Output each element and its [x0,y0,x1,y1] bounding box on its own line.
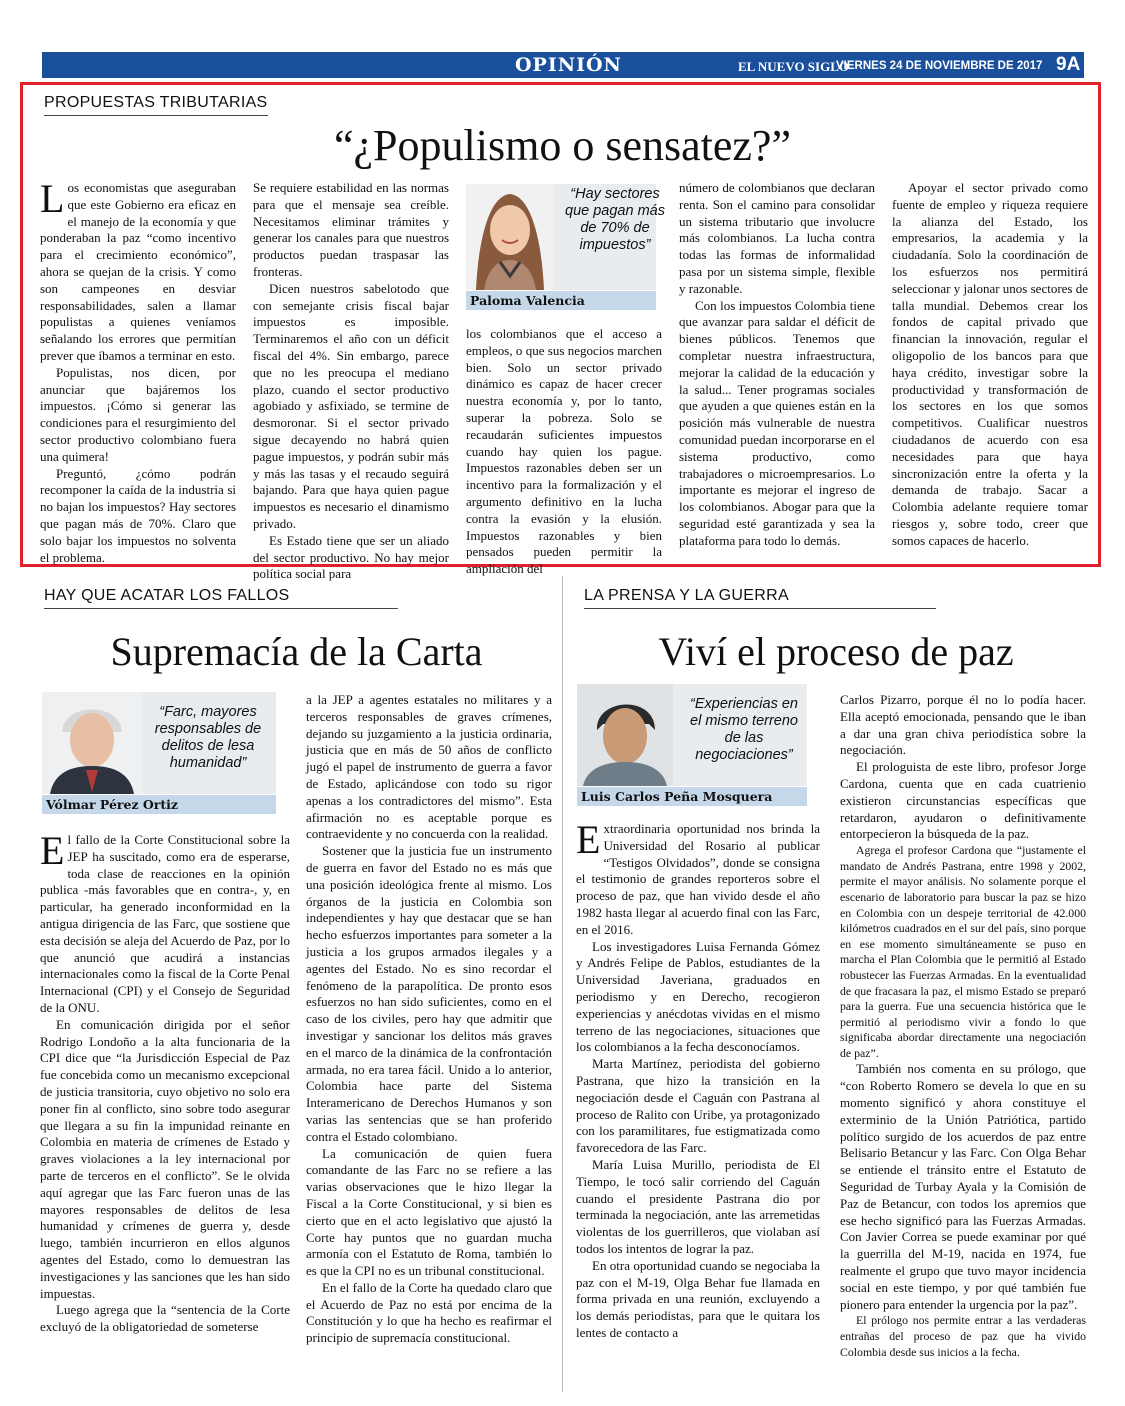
pull-quote: “Farc, mayores responsables de delitos de lesa humanidad” [154,704,262,771]
article2-column-2 [306,692,552,1347]
article2-paragraph: Sostener que la justicia fue un instrumento de guerra en favor del Estado no es más que una posición ideológica frente al mismo. Los órganos de la justicia en Colombia son independientes y hay que destacar que se han hecho esfuerzos importantes para someter a la justicia a los grupos armados ilegales y a agentes del Estado. No es sino recordar el fenómeno de la parapolítica. De pronto esos esfuerzos no han sido suficientes, como en el caso de los civiles, pero hay que admitir que investigar y sancionar los delitos más graves en el marco de la dinámica de la confrontación armada, no era tarea fácil. Unido a lo anterior, Colombia hace parte del Sistema Interamericano de Derechos Humanos y son varias las sentencias que se han proferido contra el Estado colombiano. [306,843,552,1144]
article1-column-1 [40,176,236,566]
portrait-illustration [466,184,554,290]
drop-cap: E [576,817,601,862]
article1-column-2 [253,180,449,583]
article2-column-1 [40,828,290,1336]
article3-paragraph: Agrega el profesor Cardona que “justamente el mandato de Andrés Pastrana, entre 1998 y 2002, permite el mayor análisis. No solamente porque el escenario de laboratorio para buscar la paz se hizo en Colombia con un despeje territorial de 42.000 kilómetros cuadrados en el sur del país, sino porque en ese momento simultáneamente se puso en marcha el Plan Colombia que le permitió al Estado robustecer las Fuerzas Armadas. En la eventualidad de que fracasara la paz, el mismo Estado se preparó para la guerra. Fue una secuencia histórica que le permitió al periodismo vivir a fondo lo que significaba abordar directamente una negociación de paz”. [840,843,1086,1060]
article1-kicker: PROPUESTAS TRIBUTARIAS [44,94,268,116]
article1-paragraph: número de colombianos que declaran renta. Son el camino para consolidar un sistema tributario que involucre más colombianos. La lucha contra todas las formas de informalidad pasa por un sistema simple, flexible y razonable. [679,180,875,296]
column-divider [562,576,563,1392]
pull-quote: “Hay sectores que pagan más de 70% de impuestos” [565,186,665,253]
article3-paragraph: Marta Martínez, periodista del gobierno Pastrana, que hizo la transición en la negociación desde el Caguán con Pastrana al proceso de Ralito con Uribe, ya protagonizado con los paramilitares, fue estigmatizada como favorecedora de las Farc. [576,1056,820,1156]
article1-title: “¿Populismo o sensatez?” [334,121,791,170]
article1-column-4 [679,180,875,550]
article1-paragraph: Los economistas que aseguraban que este Gobierno era eficaz en el manejo de la economía y que ponderaban la paz “como incentivo para el crecimiento económico”, ahora se quejan de la crisis. Y como son campeones en desviar responsabilidades, salen a llamar populistas a quienes veníamos señalando los errores que permitían prever que íbamos a terminar en esto. [40,176,236,363]
article1-paragraph: Apoyar el sector privado como fuente de empleo y riqueza requiere la alianza del Estado, los empresarios, la academia y la ciudadanía. Solo la coordinación de los esfuerzos nos permitirá seleccionar y jalonar unos sectores de talla mundial. Debemos crear los fondos de capital privado que financian la innovación, regular el oligopolio de los bancos para que haya crédito, investigar sobre la productividad y transformación de los sectores en los que somos competitivos. Cualificar nuestros ciudadanos de acuerdo con esa necesidades para que haya sincronización entre la oferta y la demanda de trabajo. Sacar a Colombia adelante requiere tomar riesgos y, sobre todo, creer que somos capaces de hacerlo. [892,180,1089,548]
article3-paragraph: Extraordinaria oportunidad nos brinda la Universidad del Rosario al publicar “Testigos Olvidados”, donde se consigna el testimonio de grandes reporteros sobre el proceso de paz, que han vivido desde el año 1982 hasta llegar al acuerdo final con las Farc, en el 2016. [576,817,820,937]
portrait-illustration [42,692,142,794]
article2-paragraph: En el fallo de la Corte ha quedado claro que el Acuerdo de Paz no está por encima de la Constitución y lo que ha hecho es reafirmar el principio de supremacía constitucional. [306,1279,552,1346]
article3-paragraph: En otra oportunidad cuando se negociaba la paz con el M-19, Olga Behar fue llamada en forma privada en una reunión, excluyendo a los demás periodistas, para que le quitara los lentes de contacto a [576,1257,820,1340]
article3-kicker: LA PRENSA Y LA GUERRA [584,587,936,609]
article3-paragraph: El prólogo nos permite entrar a las verdaderas entrañas del proceso de paz que ha vivido Colombia desde sus inicios a la fecha. [840,1313,1086,1359]
article1-paragraph: los colombianos que el acceso a empleos, o que sus negocios marchen bien. Solo un sector privado dinámico es capaz de hacer crecer nuestra economía y, por lo tanto, superar la pobreza. Solo se recaudarán suficientes impuestos cuando hay quien los pague. Impuestos razonables deben ser un incentivo para la formalización y el argumento definitivo en la lucha contra la evasión y la elusión. Impuestos razonables y bien pensados pueden permitir la ampliación del [466,326,662,577]
article2-paragraph: El fallo de la Corte Constitucional sobre la JEP ha suscitado, como era de esperarse, toda clase de reacciones en la opinión publica -más favorables que en contra-, y, en particular, ha generado inconformidad en la antigua dirigencia de las Farc, que sostiene que esta decisión se aleja del Acuerdo de Paz, por lo que anunció que acudirá a instancias internacionales como la fiscal de la Corte Penal Internacional (CPI) y el Consejo de Seguridad de la ONU. [40,828,290,1015]
article2-paragraph: En comunicación dirigida por el señor Rodrigo Londoño a la alta funcionaria de la CPI dice que “la Jurisdicción Especial de Paz fue concebida como un mecanismo excepcional de justicia transitoria, cuyo objetivo no solo era poner fin al conflicto, sino sobre todo asegurar que llegara a su fin la impunidad reinante en Colombia en materia de crímenes de Estado y graves violaciones a la ley internacional por parte de terceros en el conflicto”. Se le olvida aquí agregar que las Farc fueron unas de las mayores responsables de delitos de lesa humanidad y crímenes de guerra y, desde luego, también incurrieron en ellos algunos agentes del Estado, como lo demuestran las investigaciones y las sanciones que les han sido impuestas. [40,1016,290,1301]
article2-paragraph: La comunicación de quien fuera comandante de las Farc no se refiere a las varias observaciones que le hizo llegar la Fiscal a la Corte Constitucional, y si bien es cierto que en el acto legislativo que ajustó la Corte hay puntos que no guardan mucha armonía con el Estatuto de Roma, también lo es que la CPI no es un tribunal constitucional. [306,1145,552,1279]
article3-paragraph: Los investigadores Luisa Fernanda Gómez y Andrés Felipe de Pablos, estudiantes de la Universidad Javeriana, graduados en periodismo y en Derecho, recogieron experiencias y anécdotas vividas en el mismo terreno de las negociaciones, situaciones que los colombianos a la fecha desconocíamos. [576,938,820,1055]
author-byline: Luis Carlos Peña Mosquera [577,787,807,806]
article3-paragraph: También nos comenta en su prólogo, que “con Roberto Romero se devela lo que en su momento significó y ahora constituye el exterminio de la Unión Patriótica, partido político surgido de los acuerdos de paz entre Belisario Betancur y las Farc. Con Olga Behar se entiende el tránsito entre el Estatuto de Seguridad de Turbay Ayala y la Comisión de Paz de Betancur, con todos los apremios que ese hecho significó para las Fuerzas Armadas. Con Javier Correa se puede examinar por qué la guerrilla del M-19, nacida en 1974, fue realmente el grupo que tuvo mayor incidencia social en este tiempo, y por qué también fue pionero para entender la urgencia por la paz”. [840,1061,1086,1312]
article3-column-1 [576,817,820,1342]
article1-paragraph: Populistas, nos dicen, por anunciar que bajáremos los impuestos. ¡Cómo si generar las condiciones para el resurgimiento del sector productivo colombiano fuera una quimera! [40,364,236,464]
article3-paragraph: El prologuista de este libro, profesor Jorge Cardona, cuenta que en cada cuatrienio existieron circunstancias específicas que retardaron, ayudaron o definitivamente entorpecieron la búsqueda de la paz. [840,759,1086,842]
article3-title: Viví el proceso de paz [658,629,1014,674]
article1-paragraph: Se requiere estabilidad en las normas para que el mensaje sea creíble. Necesitamos eliminar trámites y generar los canales para que nuestros productos puedan traspasar las fronteras. [253,180,449,279]
article1-paragraph: Dicen nuestros sabelotodo que con semejante crisis fiscal bajar impuestos es imposible. Terminaremos el año con un déficit fiscal del 4%. Sin embargo, parece que no les preocupa el mediano plazo, cuando el sector productivo agobiado y asfixiado, se termine de desmoronar. Si el sector privado sigue decayendo no habrá quien pague impuestos, y podrán subir más y más las tasas y el recaudo seguirá bajando. Para que haya quien pague impuestos es necesario el dinamismo privado. [253,280,449,531]
article1-paragraph: Con los impuestos Colombia tiene que avanzar para saldar el déficit de bienes públicos. Tenemos que completar nuestra infraestructura, mejorar la calidad de la educación y la salud... Tener programas sociales que ayuden a que quienes están en la posición más vulnerable de nuestra comunidad puedan incorporarse en el sistema productivo, como trabajadores o microempresarios. Lo importante es mejorar el ingreso de los colombianos. Abogar para que la seguridad esté garantizada y sea la plataforma para todo lo demás. [679,297,875,548]
article3-paragraph: María Luisa Murillo, periodista de El Tiempo, le tocó salir corriendo del Caguán cuando el presidente Pastrana dio por terminada la negociación, ante las arremetidas violentas de los guerrilleros, que violaban así todos los intentos de lograr la paz. [576,1156,820,1256]
article2-kicker: HAY QUE ACATAR LOS FALLOS [44,587,398,609]
article3-paragraph: Carlos Pizarro, porque él no lo podía hacer. Ella aceptó emocionada, pensando que le iban a dar una gran chiva periodística sobre la negociación. [840,692,1086,758]
article1-column-5 [892,180,1088,550]
author-byline: Paloma Valencia [466,291,656,310]
article3-column-2 [840,692,1086,1360]
article1-paragraph: Preguntó, ¿cómo podrán recomponer la caída de la industria si no bajan los impuestos? Hay sectores que pagan más de 70%. Claro que solo bajar los impuestos no solventa el problema. [40,465,236,565]
section-name: OPINIÓN [515,54,622,76]
article2-paragraph: a la JEP a agentes estatales no militares y a terceros responsables de graves crímenes, dejando su juzgamiento a la justicia ordinaria, justicia que en más de 50 años de conflicto jugó el papel de instrumento de guerra a favor de Estado, aplicándose con todo su rigor apenas a los contradictores del mismo”. Esta afirmación no es aceptable porque es contraevidente y no concuerda con la realidad. [306,692,552,842]
article2-title: Supremacía de la Carta [110,629,483,674]
pull-quote: “Experiencias en el mismo terreno de las negociaciones” [690,696,798,763]
article2-paragraph: Luego agrega que la “sentencia de la Corte excluyó de la obligatoriedad de someterse [40,1302,290,1335]
article1-paragraph: Es Estado tiene que ser un aliado del sector productivo. No hay mejor política social para [253,532,449,582]
newspaper-name: EL NUEVO SIGLO [738,59,849,74]
article1-column-3 [466,326,662,578]
issue-date: VIERNES 24 DE NOVIEMBRE DE 2017 [836,60,1043,72]
portrait-illustration [577,684,673,786]
drop-cap: E [40,828,65,873]
drop-cap: L [40,176,65,221]
page-number: 9A [1056,54,1081,75]
author-byline: Vólmar Pérez Ortiz [42,795,276,814]
